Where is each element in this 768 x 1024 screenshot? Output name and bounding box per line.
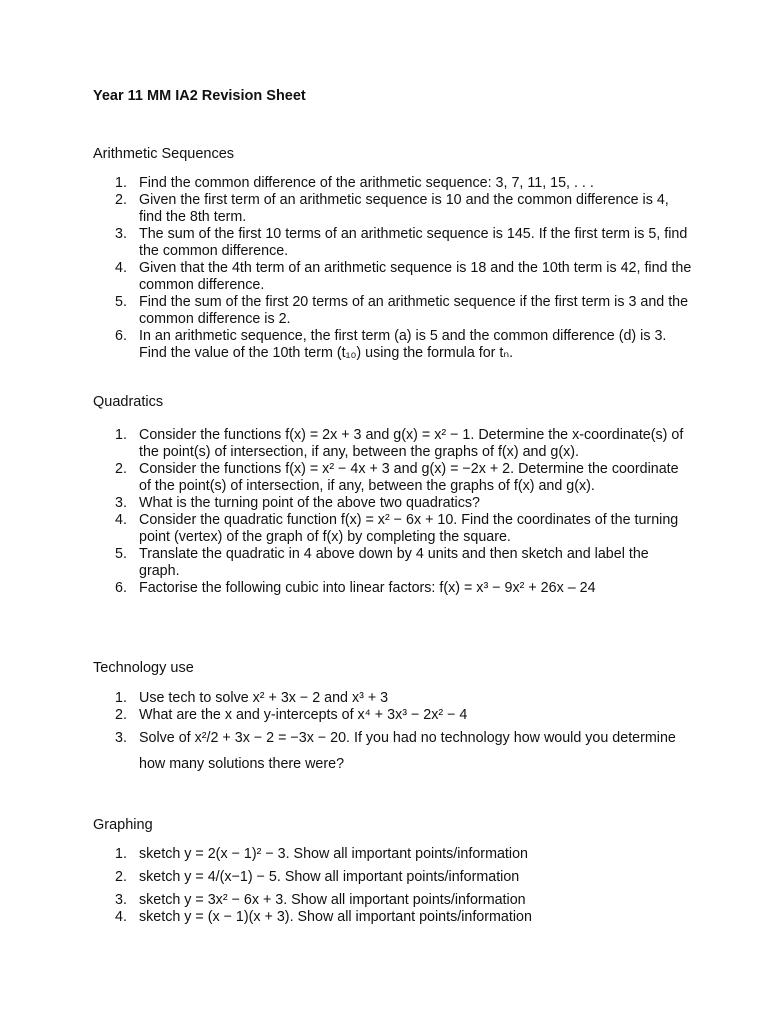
section-heading-graphing: Graphing (93, 817, 153, 833)
section-heading-technology: Technology use (93, 660, 194, 676)
quadratics-questions (93, 427, 693, 597)
section-heading-quadratics: Quadratics (93, 394, 164, 410)
question-item: 2. Consider the functions f(x) = x² − 4x + 3 and g(x) = −2x + 2. Determine the coordinate of the point(s) of intersection, if any, between the graphs of f(x) and g(x). (115, 461, 679, 494)
question-item: 6. Factorise the following cubic into linear factors: f(x) = x³ − 9x² + 26x – 24 (115, 580, 596, 596)
section-heading-arithmetic: Arithmetic Sequences (93, 146, 235, 162)
question-item: 2. What are the x and y-intercepts of x⁴ + 3x³ − 2x² − 4 (115, 707, 468, 723)
question-item: 4. Given that the 4th term of an arithmetic sequence is 18 and the 10th term is 42, find the common difference. (115, 260, 692, 293)
question-item: 3. The sum of the first 10 terms of an arithmetic sequence is 145. If the first term is 5, find the common difference. (115, 226, 688, 259)
document-title: Year 11 MM IA2 Revision Sheet (93, 88, 306, 104)
technology-questions (93, 690, 693, 777)
question-item: 3. Solve of x²/2 + 3x − 2 = −3x − 20. If you had no technology how would you determine how many solutions there were? (115, 730, 676, 772)
question-item: 2. Given the first term of an arithmetic sequence is 10 and the common difference is 4, find the 8th term. (115, 192, 669, 225)
question-item: 6. In an arithmetic sequence, the first term (a) is 5 and the common difference (d) is 3. Find the value of the 10th term (t₁₀) using the formula for tₙ. (115, 328, 667, 361)
question-item: 1. Consider the functions f(x) = 2x + 3 and g(x) = x² − 1. Determine the x-coordinate(s) of the point(s) of intersection, if any, between the graphs of f(x) and g(x). (115, 427, 684, 460)
question-item: 1. sketch y = 2(x − 1)² − 3. Show all important points/information (115, 846, 528, 862)
question-item: 2. sketch y = 4/(x−1) − 5. Show all important points/information (115, 869, 520, 885)
question-item: 1. Find the common difference of the arithmetic sequence: 3, 7, 11, 15, . . . (115, 175, 594, 191)
question-item: 1. Use tech to solve x² + 3x − 2 and x³ + 3 (115, 690, 389, 706)
question-item: 3. What is the turning point of the above two quadratics? (115, 495, 480, 511)
question-item: 4. Consider the quadratic function f(x) = x² − 6x + 10. Find the coordinates of the turning point (vertex) of the graph of f(x) by completing the square. (115, 512, 679, 545)
question-item: 3. sketch y = 3x² − 6x + 3. Show all important points/information (115, 892, 526, 908)
question-item: 5. Find the sum of the first 20 terms of an arithmetic sequence if the first term is 3 and the common difference is 2. (115, 294, 689, 327)
arithmetic-questions (93, 175, 693, 362)
question-item: 5. Translate the quadratic in 4 above down by 4 units and then sketch and label the graph. (115, 546, 649, 579)
graphing-questions (93, 846, 693, 926)
question-item: 4. sketch y = (x − 1)(x + 3). Show all important points/information (115, 909, 532, 925)
